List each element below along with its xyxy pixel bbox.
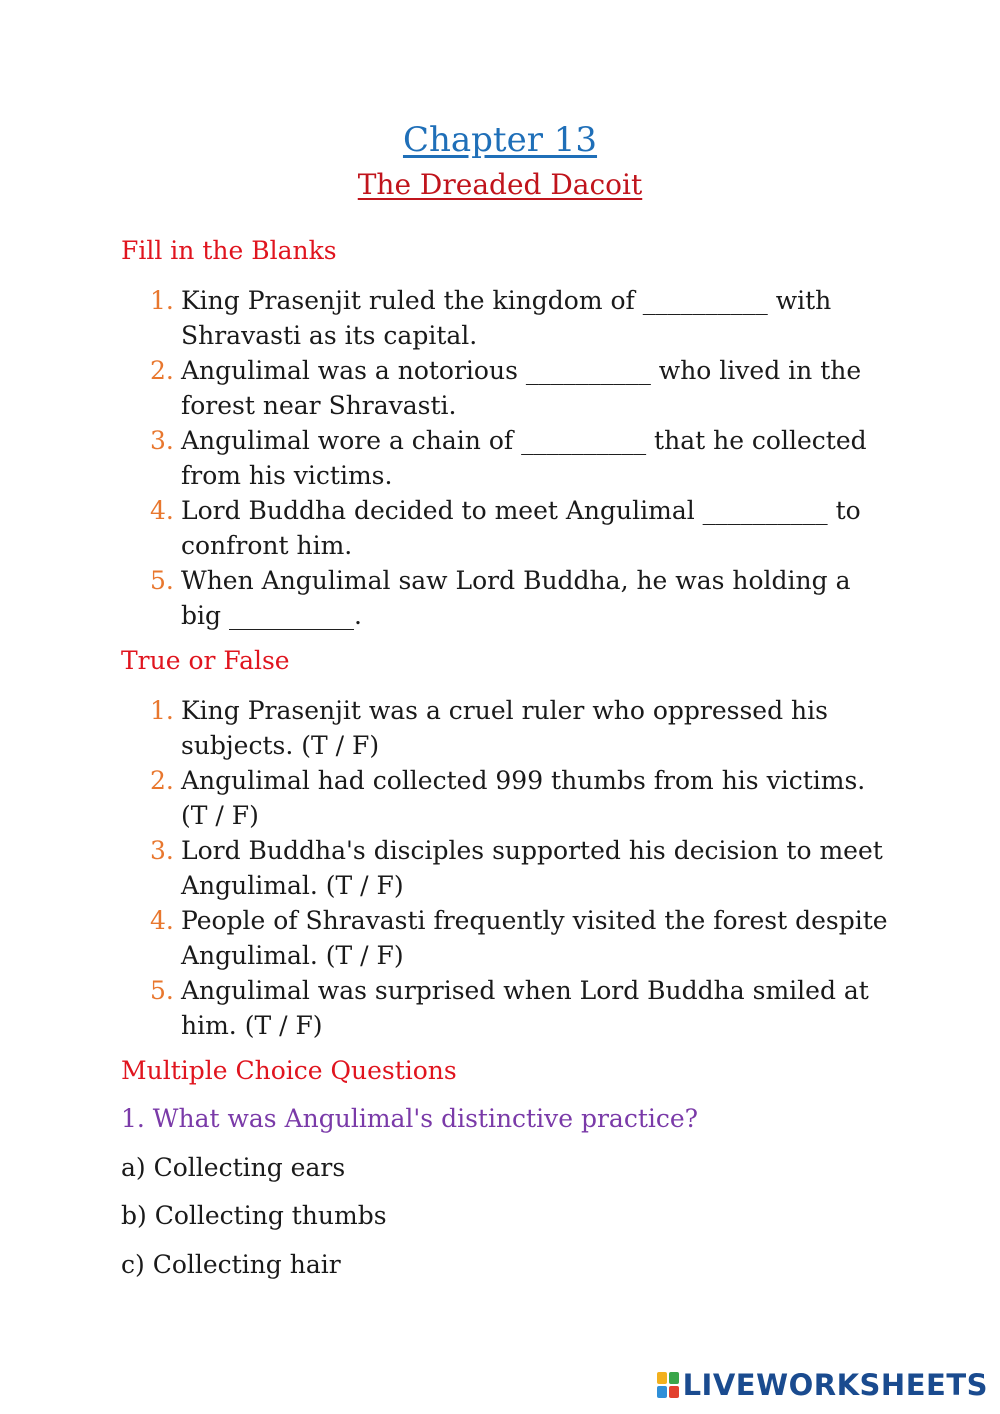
item-text-line: Angulimal wore a chain of __________ that he collected <box>181 426 867 455</box>
true-false-list <box>150 693 890 1043</box>
item-text-line: Lord Buddha's disciples supported his decision to meet <box>181 836 883 865</box>
item-text-line: Angulimal was surprised when Lord Buddha smiled at <box>181 976 869 1005</box>
item-number: 4. <box>150 496 174 525</box>
item-text-line: Angulimal had collected 999 thumbs from his victims. <box>181 766 866 795</box>
item-number: 5. <box>150 976 174 1005</box>
item-text-line: (T / F) <box>181 801 259 830</box>
item-text-line: When Angulimal saw Lord Buddha, he was holding a <box>181 566 851 595</box>
fill-blank-item <box>150 423 890 493</box>
item-text-line: Shravasti as its capital. <box>181 321 478 350</box>
item-text-line: King Prasenjit ruled the kingdom of __________ with <box>181 286 832 315</box>
item-text-line: big __________. <box>181 601 362 630</box>
fill-blank-item <box>150 283 890 353</box>
item-text-line: forest near Shravasti. <box>181 391 457 420</box>
true-false-item <box>150 763 890 833</box>
item-text-line: from his victims. <box>181 461 393 490</box>
item-number: 1. <box>150 286 174 315</box>
liveworksheets-logo-icon <box>657 1372 679 1398</box>
item-number: 3. <box>150 836 174 865</box>
true-false-item <box>150 973 890 1043</box>
mcq-option[interactable]: c) Collecting hair <box>121 1250 341 1279</box>
true-false-heading: True or False <box>121 646 290 675</box>
item-text-line: Angulimal. (T / F) <box>181 941 404 970</box>
item-number: 2. <box>150 356 174 385</box>
item-text-line: Lord Buddha decided to meet Angulimal __________ to <box>181 496 861 525</box>
fill-blank-item <box>150 493 890 563</box>
item-number: 1. <box>150 696 174 725</box>
fill-blanks-list <box>150 283 890 633</box>
mcq-option[interactable]: a) Collecting ears <box>121 1153 346 1182</box>
brand-name: LIVEWORKSHEETS <box>682 1368 988 1402</box>
chapter-subtitle: The Dreaded Dacoit <box>357 168 643 201</box>
fill-blanks-heading: Fill in the Blanks <box>121 236 337 265</box>
item-text-line: confront him. <box>181 531 353 560</box>
item-number: 3. <box>150 426 174 455</box>
item-text-line: him. (T / F) <box>181 1011 323 1040</box>
item-number: 5. <box>150 566 174 595</box>
item-text-line: Angulimal was a notorious __________ who lived in the <box>181 356 862 385</box>
item-number: 4. <box>150 906 174 935</box>
chapter-title: Chapter 13 <box>402 120 598 160</box>
item-text-line: subjects. (T / F) <box>181 731 380 760</box>
item-number: 2. <box>150 766 174 795</box>
mcq-heading: Multiple Choice Questions <box>121 1056 457 1085</box>
liveworksheets-brand[interactable] <box>657 1368 988 1402</box>
true-false-item <box>150 903 890 973</box>
mcq-question: 1. What was Angulimal's distinctive practice? <box>121 1104 699 1133</box>
true-false-item <box>150 833 890 903</box>
mcq-option[interactable]: b) Collecting thumbs <box>121 1201 387 1230</box>
fill-blank-item <box>150 563 890 633</box>
item-text-line: King Prasenjit was a cruel ruler who oppressed his <box>181 696 828 725</box>
true-false-item <box>150 693 890 763</box>
item-text-line: Angulimal. (T / F) <box>181 871 404 900</box>
item-text-line: People of Shravasti frequently visited the forest despite <box>181 906 888 935</box>
fill-blank-item <box>150 353 890 423</box>
